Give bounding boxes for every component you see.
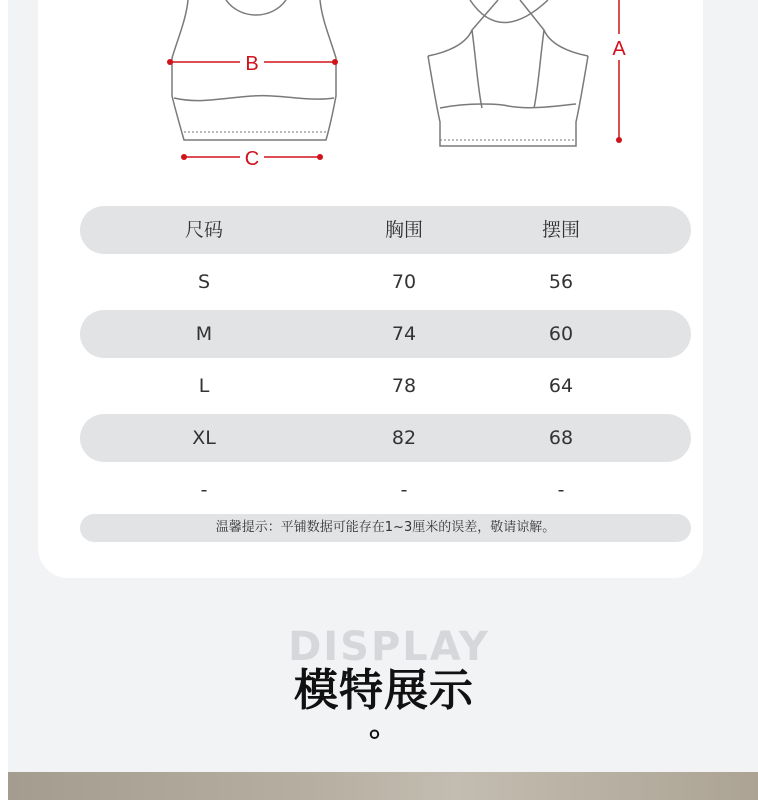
garment-measurement-diagram [0,0,758,200]
cell-size: - [200,479,208,501]
label-a: A [612,38,626,60]
cell-hem: - [557,479,565,501]
cell-chest: 82 [391,427,417,449]
cell-hem: 64 [548,375,574,397]
table-row [80,414,691,462]
header-hem: 摆围 [541,219,580,241]
cell-hem: 60 [548,323,574,345]
cell-chest: 74 [391,323,417,345]
cell-size: XL [192,427,216,449]
measurement-c-line [181,148,323,170]
table-header-row [80,206,691,254]
cell-chest: 78 [391,375,417,397]
table-row [80,466,691,514]
section-title-dot: 。 [369,709,399,744]
header-size: 尺码 [184,219,223,241]
table-row [80,258,691,306]
measurement-b-line [167,53,338,75]
label-c: C [244,148,260,170]
measurement-a-line [612,0,626,143]
back-view-garment [428,0,588,146]
header-chest: 胸围 [384,219,423,241]
label-b: B [245,53,259,75]
cell-size: M [195,323,213,345]
measurement-tip-note: 温馨提示：平铺数据可能存在1~3厘米的误差，敬请谅解。 [80,514,691,542]
cell-chest: - [400,479,408,501]
section-title-chinese: 模特展示 [294,665,474,716]
section-title-english: DISPLAY [288,624,490,664]
cell-size: L [198,375,210,397]
cell-hem: 68 [548,427,574,449]
cell-hem: 56 [548,271,574,293]
table-row [80,362,691,410]
table-row [80,310,691,358]
model-photo [8,772,758,800]
cell-size: S [197,271,211,293]
cell-chest: 70 [391,271,417,293]
